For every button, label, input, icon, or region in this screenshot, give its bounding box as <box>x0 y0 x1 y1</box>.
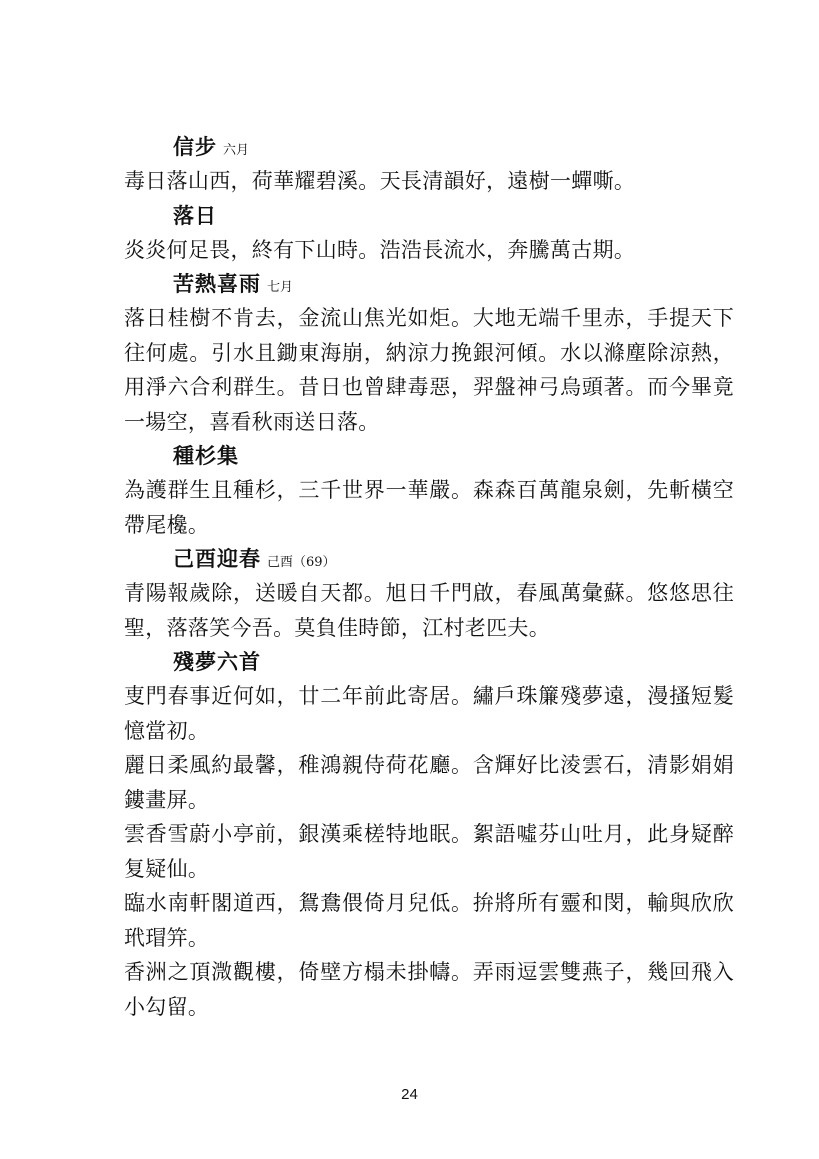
poem-verse: 炎炎何足畏，終有下山時。浩浩長流水，奔騰萬古期。 <box>124 237 636 262</box>
page-number: 24 <box>401 1086 418 1103</box>
poem-date-note: 七月 <box>267 280 294 295</box>
poem-date-note: 六月 <box>223 143 250 158</box>
poem-heading <box>124 267 734 301</box>
poem-heading <box>124 199 734 233</box>
poem-title: 殘夢六首 <box>173 650 261 674</box>
poem-heading <box>124 542 734 576</box>
poem-heading <box>124 130 734 164</box>
poem-verse: 落日桂樹不肯去，金流山焦光如炬。大地无端千里赤，手提天下往何處。引水且鋤東海崩，納涼力挽銀河傾。水以滌塵除涼熱，用淨六合利群生。昔日也曾肆毒惡，羿盤神弓烏頭著。而今畢竟一場空，喜看秋雨送日落。 <box>124 306 734 434</box>
poem-verse: 叓門春事近何如，廿二年前此寄居。繡戶珠簾殘夢遠，漫搔短髮憶當初。 <box>124 684 734 743</box>
poem-verse: 為護群生且種杉，三千世界一華嚴。森森百萬龍泉劍，先斬橫空帶尾欃。 <box>124 478 734 537</box>
poem-verse: 香洲之頂溦觀樓，倚壁方榻未掛幬。弄雨逗雲雙燕子，幾回飛入小勾留。 <box>124 960 734 1019</box>
poem-verse: 臨水南軒閣道西，鴛鴦偎倚月兒低。拚將所有靈和閔，輸與欣欣玳瑁笄。 <box>124 891 734 950</box>
poem-date-note: 己酉（69） <box>267 555 336 570</box>
page-body <box>124 130 734 1024</box>
poem-heading <box>124 439 734 473</box>
poem-title: 落日 <box>173 203 217 228</box>
poem-title: 種杉集 <box>173 444 239 468</box>
poem-title: 苦熱喜雨 <box>173 272 261 296</box>
poem-verse: 毒日落山西，荷華耀碧溪。天長清韻好，遠樹一蟬嘶。 <box>124 169 636 193</box>
poem-verse: 青陽報歲除，送暖自天都。旭日千門啟，春風萬彙蘇。悠悠思往聖，落落笑今吾。莫負佳時節，江村老匹夫。 <box>124 581 734 640</box>
poem-title: 信步 <box>173 135 217 159</box>
poem-heading <box>124 645 734 679</box>
poem-verse: 麗日柔風約最馨，稚鴻親侍荷花廳。含輝好比淩雲石，清影娟娟鏤畫屏。 <box>124 753 734 812</box>
poem-title: 己酉迎春 <box>173 547 261 571</box>
poem-verse: 雲香雪蔚小亭前，銀漢乘槎特地眠。絮語噓芬山吐月，此身疑醉复疑仙。 <box>124 822 734 881</box>
